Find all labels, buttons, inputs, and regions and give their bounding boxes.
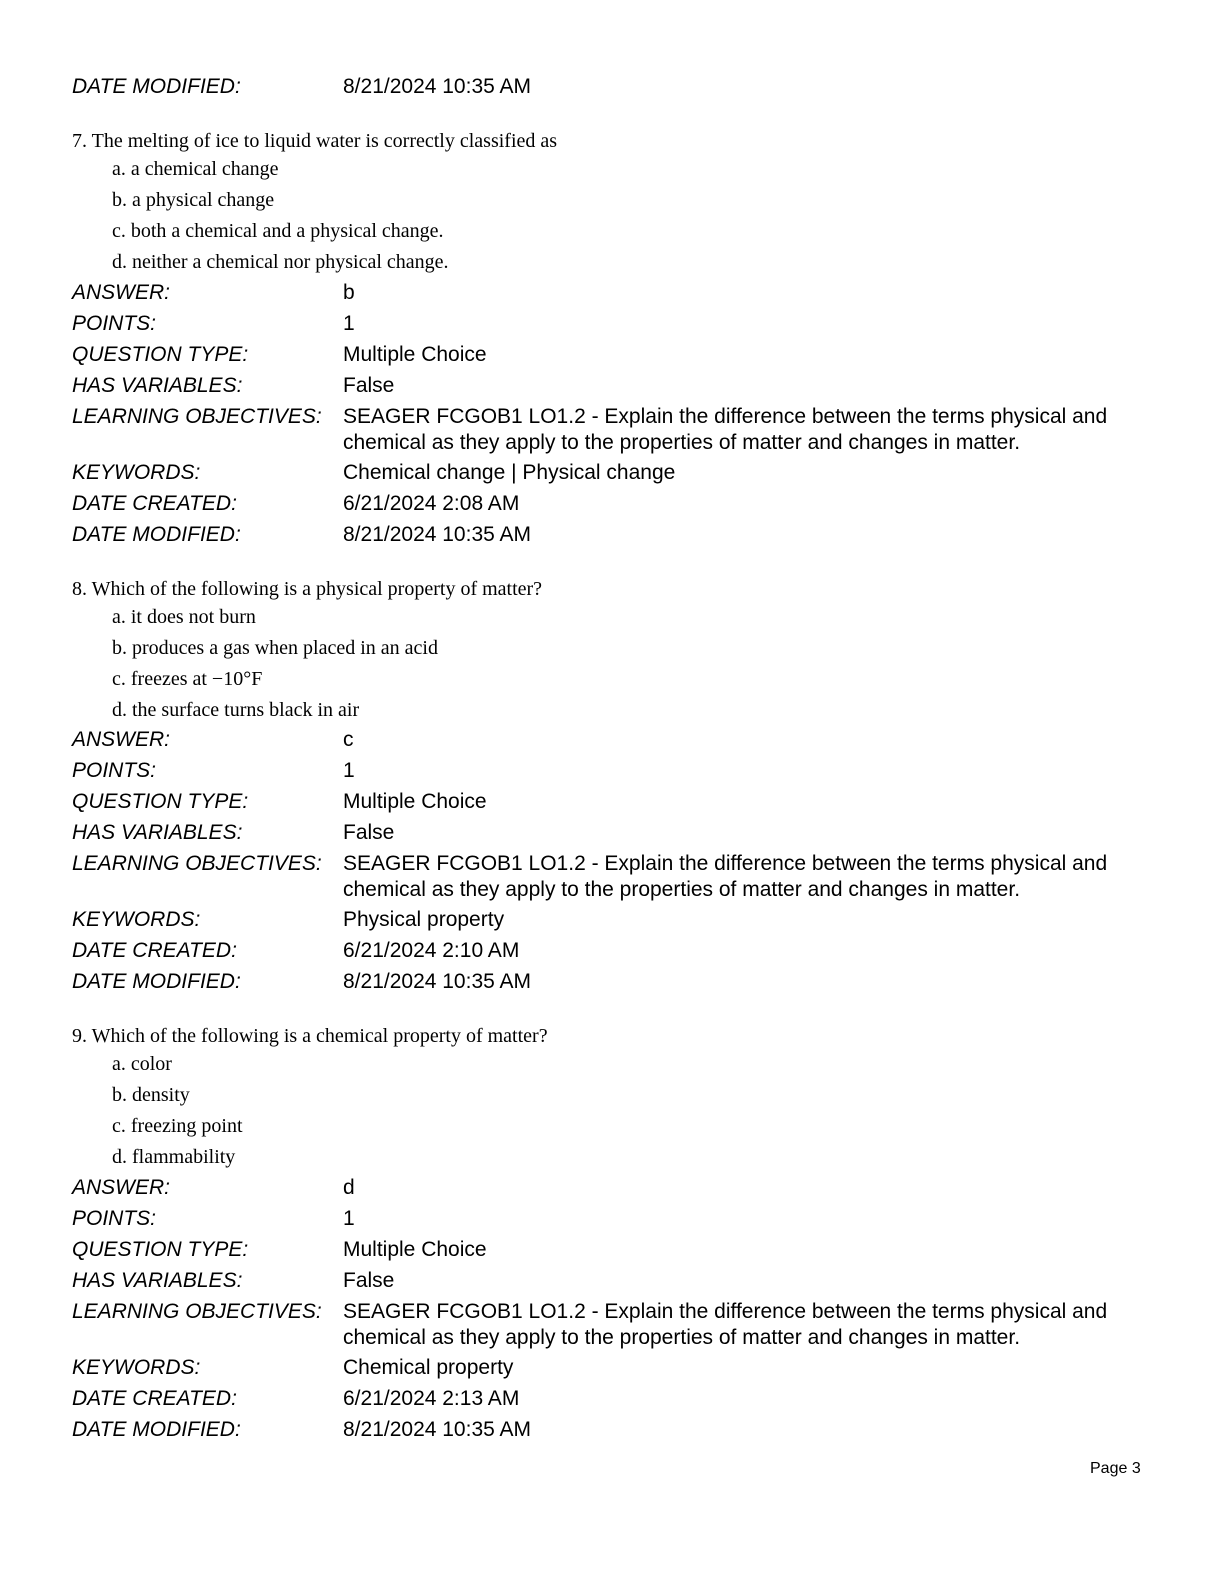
meta-value: Physical property bbox=[343, 908, 505, 931]
meta-value: c bbox=[343, 728, 354, 751]
meta-value: Chemical property bbox=[343, 1356, 514, 1379]
meta-label: HAS VARIABLES: bbox=[72, 1269, 243, 1292]
meta-label: ANSWER: bbox=[72, 728, 171, 751]
meta-value: False bbox=[343, 1269, 395, 1292]
meta-value: SEAGER FCGOB1 LO1.2 - Explain the difference between the terms physical and chemical as they apply to the properties of matter and changes in matter. bbox=[343, 852, 1108, 901]
question-7-choice-c: c. both a chemical and a physical change. bbox=[112, 220, 444, 242]
meta-value: 8/21/2024 10:35 AM bbox=[343, 1418, 531, 1441]
meta-label: DATE MODIFIED: bbox=[72, 1418, 241, 1441]
meta-value: Chemical change | Physical change bbox=[343, 461, 676, 484]
meta-label: DATE MODIFIED: bbox=[72, 75, 241, 98]
meta-value: 8/21/2024 10:35 AM bbox=[343, 75, 531, 98]
question-9-choice-a: a. color bbox=[112, 1053, 172, 1075]
meta-label: POINTS: bbox=[72, 1207, 157, 1230]
meta-value: 8/21/2024 10:35 AM bbox=[343, 523, 531, 546]
question-9-stem: 9. Which of the following is a chemical property of matter? bbox=[72, 1025, 548, 1047]
question-8-choice-b: b. produces a gas when placed in an acid bbox=[112, 637, 438, 659]
meta-label: DATE MODIFIED: bbox=[72, 970, 241, 993]
meta-label: QUESTION TYPE: bbox=[72, 1238, 249, 1261]
meta-label: DATE CREATED: bbox=[72, 939, 237, 962]
meta-label: LEARNING OBJECTIVES: bbox=[72, 1300, 322, 1323]
meta-label: DATE CREATED: bbox=[72, 492, 237, 515]
meta-value: SEAGER FCGOB1 LO1.2 - Explain the difference between the terms physical and chemical as they apply to the properties of matter and changes in matter. bbox=[343, 405, 1108, 454]
question-9-choice-c: c. freezing point bbox=[112, 1115, 243, 1137]
meta-label: DATE MODIFIED: bbox=[72, 523, 241, 546]
meta-value: b bbox=[343, 281, 355, 304]
meta-value: 1 bbox=[343, 312, 355, 335]
meta-label: LEARNING OBJECTIVES: bbox=[72, 852, 322, 875]
question-8-choice-d: d. the surface turns black in air bbox=[112, 699, 360, 721]
meta-value: 6/21/2024 2:08 AM bbox=[343, 492, 520, 515]
question-7-choice-d: d. neither a chemical nor physical change. bbox=[112, 251, 449, 273]
meta-label: DATE CREATED: bbox=[72, 1387, 237, 1410]
meta-value: Multiple Choice bbox=[343, 343, 487, 366]
meta-label: ANSWER: bbox=[72, 1176, 171, 1199]
meta-value: 1 bbox=[343, 1207, 355, 1230]
meta-label: KEYWORDS: bbox=[72, 908, 201, 931]
meta-value: d bbox=[343, 1176, 355, 1199]
page-number: Page 3 bbox=[1090, 1460, 1141, 1477]
meta-label: QUESTION TYPE: bbox=[72, 343, 249, 366]
question-8-choice-c: c. freezes at −10°F bbox=[112, 668, 263, 690]
question-8-choice-a: a. it does not burn bbox=[112, 606, 256, 628]
question-7-choice-b: b. a physical change bbox=[112, 189, 275, 211]
meta-value: False bbox=[343, 821, 395, 844]
meta-label: KEYWORDS: bbox=[72, 461, 201, 484]
meta-label: ANSWER: bbox=[72, 281, 171, 304]
question-9-choice-b: b. density bbox=[112, 1084, 190, 1106]
meta-value: 6/21/2024 2:13 AM bbox=[343, 1387, 520, 1410]
meta-label: KEYWORDS: bbox=[72, 1356, 201, 1379]
meta-label: LEARNING OBJECTIVES: bbox=[72, 405, 322, 428]
meta-label: POINTS: bbox=[72, 759, 157, 782]
question-7-choice-a: a. a chemical change bbox=[112, 158, 279, 180]
meta-value: 1 bbox=[343, 759, 355, 782]
meta-label: POINTS: bbox=[72, 312, 157, 335]
meta-value: 6/21/2024 2:10 AM bbox=[343, 939, 520, 962]
meta-value: SEAGER FCGOB1 LO1.2 - Explain the difference between the terms physical and chemical as they apply to the properties of matter and changes in matter. bbox=[343, 1300, 1108, 1349]
meta-value: False bbox=[343, 374, 395, 397]
meta-value: Multiple Choice bbox=[343, 790, 487, 813]
meta-value: Multiple Choice bbox=[343, 1238, 487, 1261]
meta-label: QUESTION TYPE: bbox=[72, 790, 249, 813]
question-9-choice-d: d. flammability bbox=[112, 1146, 236, 1168]
meta-value: 8/21/2024 10:35 AM bbox=[343, 970, 531, 993]
question-8-stem: 8. Which of the following is a physical property of matter? bbox=[72, 578, 543, 600]
question-7-stem: 7. The melting of ice to liquid water is correctly classified as bbox=[72, 130, 558, 152]
meta-label: HAS VARIABLES: bbox=[72, 821, 243, 844]
meta-label: HAS VARIABLES: bbox=[72, 374, 243, 397]
